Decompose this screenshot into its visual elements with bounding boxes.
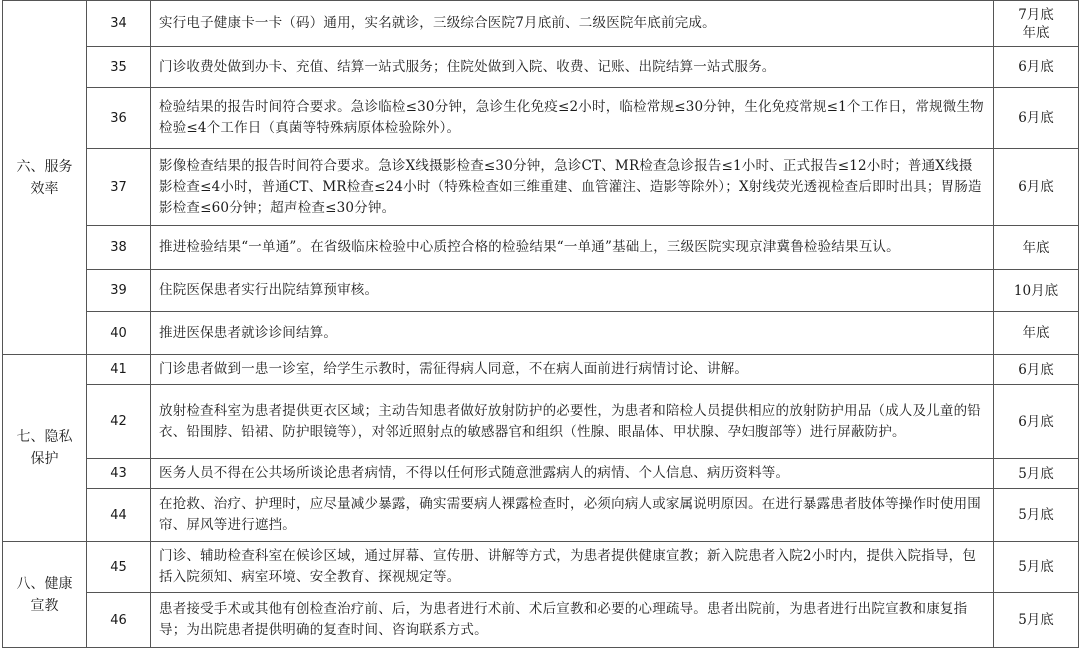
- item-content: 检验结果的报告时间符合要求。急诊临检≤30分钟，急诊生化免疫≤2小时，临检常规≤30分钟，生化免疫常规≤1个工作日，常规微生物检验≤4个工作日（真菌等特殊病原体检验除外）。: [151, 88, 994, 149]
- category-service-efficiency: 六、服务 效率: [3, 1, 87, 355]
- item-number: 40: [87, 312, 151, 355]
- item-content: 推进检验结果“一单通”。在省级临床检验中心质控合格的检验结果“一单通”基础上，三级医院实现京津冀鲁检验结果互认。: [151, 226, 994, 270]
- item-deadline: 5月底: [994, 489, 1079, 542]
- table-row: [3, 385, 1079, 459]
- table-row: [3, 149, 1079, 226]
- item-deadline: 年底: [994, 312, 1079, 355]
- item-deadline: 6月底: [994, 355, 1079, 385]
- item-deadline: 5月底: [994, 459, 1079, 489]
- item-content: 放射检查科室为患者提供更衣区域；主动告知患者做好放射防护的必要性，为患者和陪检人员提供相应的放射防护用品（成人及儿童的铅衣、铅围脖、铅裙、防护眼镜等），对邻近照射点的敏感器官和组织（性腺、眼晶体、甲状腺、孕妇腹部等）进行屏蔽防护。: [151, 385, 994, 459]
- item-content: 门诊收费处做到办卡、充值、结算一站式服务；住院处做到入院、收费、记账、出院结算一站式服务。: [151, 47, 994, 88]
- table-row: [3, 489, 1079, 542]
- item-content: 在抢救、治疗、护理时，应尽量减少暴露，确实需要病人裸露检查时，必须向病人或家属说明原因。在进行暴露患者肢体等操作时使用围帘、屏风等进行遮挡。: [151, 489, 994, 542]
- table-row: [3, 88, 1079, 149]
- item-content: 影像检查结果的报告时间符合要求。急诊X线摄影检查≤30分钟，急诊CT、MR检查急诊报告≤1小时、正式报告≤12小时；普通X线摄影检查≤4小时，普通CT、MR检查≤24小时（特殊检查如三维重建、血管灌注、造影等除外）；X射线荧光透视检查后即时出具；胃肠造影检查≤60分钟；超声检查≤30分钟。: [151, 149, 994, 226]
- item-number: 38: [87, 226, 151, 270]
- item-number: 42: [87, 385, 151, 459]
- item-deadline: 年底: [994, 226, 1079, 270]
- table-row: [3, 1, 1079, 47]
- table-row: [3, 312, 1079, 355]
- item-number: 46: [87, 593, 151, 648]
- item-number: 37: [87, 149, 151, 226]
- item-content: 门诊、辅助检查科室在候诊区域，通过屏幕、宣传册、讲解等方式，为患者提供健康宣教；新入院患者入院2小时内，提供入院指导，包括入院须知、病室环境、安全教育、探视规定等。: [151, 542, 994, 593]
- item-deadline: 5月底: [994, 542, 1079, 593]
- table-row: [3, 542, 1079, 593]
- item-deadline: 6月底: [994, 88, 1079, 149]
- item-deadline: 7月底 年底: [994, 1, 1079, 47]
- item-number: 35: [87, 47, 151, 88]
- item-number: 45: [87, 542, 151, 593]
- table-row: [3, 593, 1079, 648]
- item-number: 36: [87, 88, 151, 149]
- tasks-table-body: [3, 1, 1079, 648]
- table-row: [3, 226, 1079, 270]
- item-number: 44: [87, 489, 151, 542]
- item-number: 43: [87, 459, 151, 489]
- item-number: 34: [87, 1, 151, 47]
- tasks-table: [2, 0, 1079, 648]
- table-row: [3, 459, 1079, 489]
- category-privacy-protection: 七、隐私 保护: [3, 355, 87, 542]
- item-content: 门诊患者做到一患一诊室，给学生示教时，需征得病人同意，不在病人面前进行病情讨论、讲解。: [151, 355, 994, 385]
- item-content: 推进医保患者就诊诊间结算。: [151, 312, 994, 355]
- item-content: 实行电子健康卡一卡（码）通用，实名就诊，三级综合医院7月底前、二级医院年底前完成。: [151, 1, 994, 47]
- item-content: 住院医保患者实行出院结算预审核。: [151, 270, 994, 312]
- item-deadline: 6月底: [994, 47, 1079, 88]
- table-row: [3, 355, 1079, 385]
- item-number: 41: [87, 355, 151, 385]
- item-number: 39: [87, 270, 151, 312]
- category-health-education: 八、健康 宣教: [3, 542, 87, 648]
- item-deadline: 6月底: [994, 385, 1079, 459]
- table-row: [3, 270, 1079, 312]
- item-deadline: 6月底: [994, 149, 1079, 226]
- item-deadline: 10月底: [994, 270, 1079, 312]
- table-row: [3, 47, 1079, 88]
- item-content: 患者接受手术或其他有创检查治疗前、后，为患者进行术前、术后宣教和必要的心理疏导。患者出院前，为患者进行出院宣教和康复指导；为出院患者提供明确的复查时间、咨询联系方式。: [151, 593, 994, 648]
- item-deadline: 5月底: [994, 593, 1079, 648]
- item-content: 医务人员不得在公共场所谈论患者病情，不得以任何形式随意泄露病人的病情、个人信息、病历资料等。: [151, 459, 994, 489]
